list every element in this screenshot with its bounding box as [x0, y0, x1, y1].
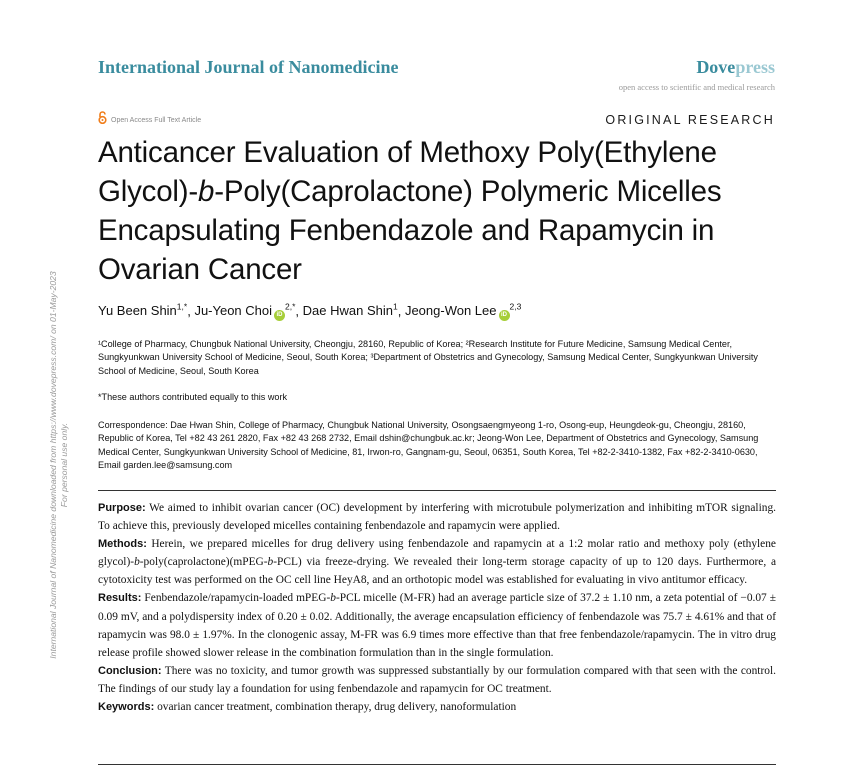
personal-use-note: For personal use only.	[59, 422, 69, 508]
title-italic: b	[198, 175, 215, 208]
article-type: ORIGINAL RESEARCH	[605, 113, 775, 127]
title-part1: Anticancer Evaluation of Methoxy Poly(Ethylene Glycol)-	[98, 136, 717, 208]
conclusion-label: Conclusion:	[98, 664, 162, 677]
orcid-icon[interactable]: iD	[499, 310, 510, 321]
publisher-tagline: open access to scientific and medical research	[618, 82, 775, 92]
author-separator: ,	[295, 303, 303, 319]
abstract-top-rule	[98, 490, 776, 491]
results-italic: b	[330, 592, 336, 605]
equal-contribution-note: *These authors contributed equally to this work	[98, 392, 288, 402]
author-affiliation-marker: 1,*	[176, 302, 188, 312]
methods-text-3: -PCL) via freeze-drying. We revealed their long-term storage capacity of up to 120 days. Furthermore, a cytotoxicity test was performed on the OC cell line HeyA8, and an orthotopic model was established for evaluating in vivo antitumor efficacy.	[98, 556, 776, 587]
methods-text-2: -poly(caprolactone)(mPEG-	[139, 556, 268, 569]
author-list	[98, 302, 521, 321]
download-watermark-text	[48, 230, 70, 700]
abstract-purpose	[98, 499, 776, 535]
author-affiliation-marker: 2,3	[509, 302, 522, 312]
purpose-label: Purpose:	[98, 502, 146, 514]
abstract-conclusion	[98, 662, 776, 698]
author-separator: ,	[397, 303, 405, 319]
author-1[interactable]	[98, 303, 187, 318]
results-text-2: -PCL micelle (M-FR) had an average particle size of 37.2 ± 1.10 nm, a zeta potential of −0.07 ± 0.09 mV, and a polydispersity index of 0.20 ± 0.02. Additionally, the average encapsulation efficiency of fenbendazole was 75.7 ± 4.61% and that of rapamycin was 98.0 ± 1.97%. In the clonogenic assay, M-FR was 6.9 times more effective than that free fenbendazole/rapamycin. The in vitro drug release profile showed slower release in the combination formulation than in the single formulation.	[98, 592, 777, 659]
author-name: Yu Been Shin	[98, 303, 177, 319]
author-affiliation-marker: 2,*	[285, 302, 296, 312]
open-access-badge	[98, 111, 201, 129]
keywords-text: ovarian cancer treatment, combination therapy, drug delivery, nanoformulation	[157, 701, 517, 714]
methods-italic-2: b	[267, 556, 274, 569]
abstract	[98, 499, 776, 716]
keywords-label: Keywords:	[98, 701, 155, 714]
methods-label: Methods:	[98, 538, 147, 551]
abstract-bottom-rule	[98, 764, 776, 765]
title-part2: -Poly(Caprolactone) Polymeric Micelles Encapsulating Fenbendazole and Rapamycin in Ovarian Cancer	[98, 175, 722, 286]
publisher-logo-part2: press	[735, 57, 775, 77]
author-affiliation-marker: 1	[392, 302, 398, 312]
affiliations: ¹College of Pharmacy, Chungbuk National University, Cheongju, 28160, Republic of Korea; ²Research Institute for Future Medicine, Samsung Medical Center, Sungkyunkwan University School of Medicine, Seoul, South Korea; ³Department of Obstetrics and Gynecology, Samsung Medical Center, Sungkyunkwan University School of Medicine, Seoul, South Korea	[98, 339, 758, 376]
open-lock-icon	[98, 111, 107, 129]
article-title	[98, 133, 758, 289]
author-4[interactable]	[405, 303, 521, 318]
methods-italic: b	[134, 556, 140, 569]
purpose-text: We aimed to inhibit ovarian cancer (OC) development by interfering with microtubule polymerization and inhibiting mTOR signaling. To achieve this, previously developed micelles containing fenbendazole and rapamycin were applied.	[98, 502, 776, 533]
download-note: International Journal of Nanomedicine downloaded from https://www.dovepress.com/ on 01-May-2023	[48, 271, 58, 659]
author-3[interactable]	[303, 303, 398, 318]
abstract-results	[98, 589, 776, 661]
methods-text-1: Herein, we prepared micelles for drug delivery using fenbendazole and rapamycin at a 1:2 molar ratio and methoxy poly (ethylene glycol)-	[98, 538, 776, 569]
author-name: Jeong-Won Lee	[404, 303, 497, 319]
correspondence: Correspondence: Dae Hwan Shin, College of Pharmacy, Chungbuk National University, Osongsaengmyeong 1-ro, Osong-eup, Heungdeok-gu, Cheongju, 28160, Republic of Korea, Tel +82 43 261 2820, Fax +82 43 268 2732, Email dshin@chungbuk.ac.kr; Jeong-Won Lee, Department of Obstetrics and Gynecology, Samsung Medical Center, Sungkyunkwan University School of Medicine, 81, Irwon-ro, Gangnam-gu, Seoul, 06351, South Korea, Tel +82-2-3410-1382, Fax +82-2-3410-0630, Email garden.lee@samsung.com	[98, 420, 759, 470]
abstract-methods	[98, 535, 776, 589]
journal-name[interactable]: International Journal of Nanomedicine	[98, 57, 399, 77]
conclusion-text: There was no toxicity, and tumor growth was suppressed substantially by our formulation compared with that seen with the control. The findings of our study lay a foundation for using fenbendazole and rapamycin for OC treatment.	[98, 664, 776, 695]
publisher-logo[interactable]	[696, 57, 775, 78]
abstract-keywords	[98, 698, 776, 716]
publisher-logo-part1: Dove	[696, 57, 736, 77]
open-access-label: Open Access Full Text Article	[111, 116, 202, 124]
author-name: Dae Hwan Shin	[302, 303, 393, 319]
author-name: Ju-Yeon Choi	[194, 303, 273, 319]
results-text-1: Fenbendazole/rapamycin-loaded mPEG-	[144, 592, 331, 605]
author-2[interactable]	[194, 303, 295, 318]
orcid-icon[interactable]: iD	[274, 310, 285, 321]
author-separator: ,	[187, 303, 195, 319]
results-label: Results:	[98, 592, 142, 605]
